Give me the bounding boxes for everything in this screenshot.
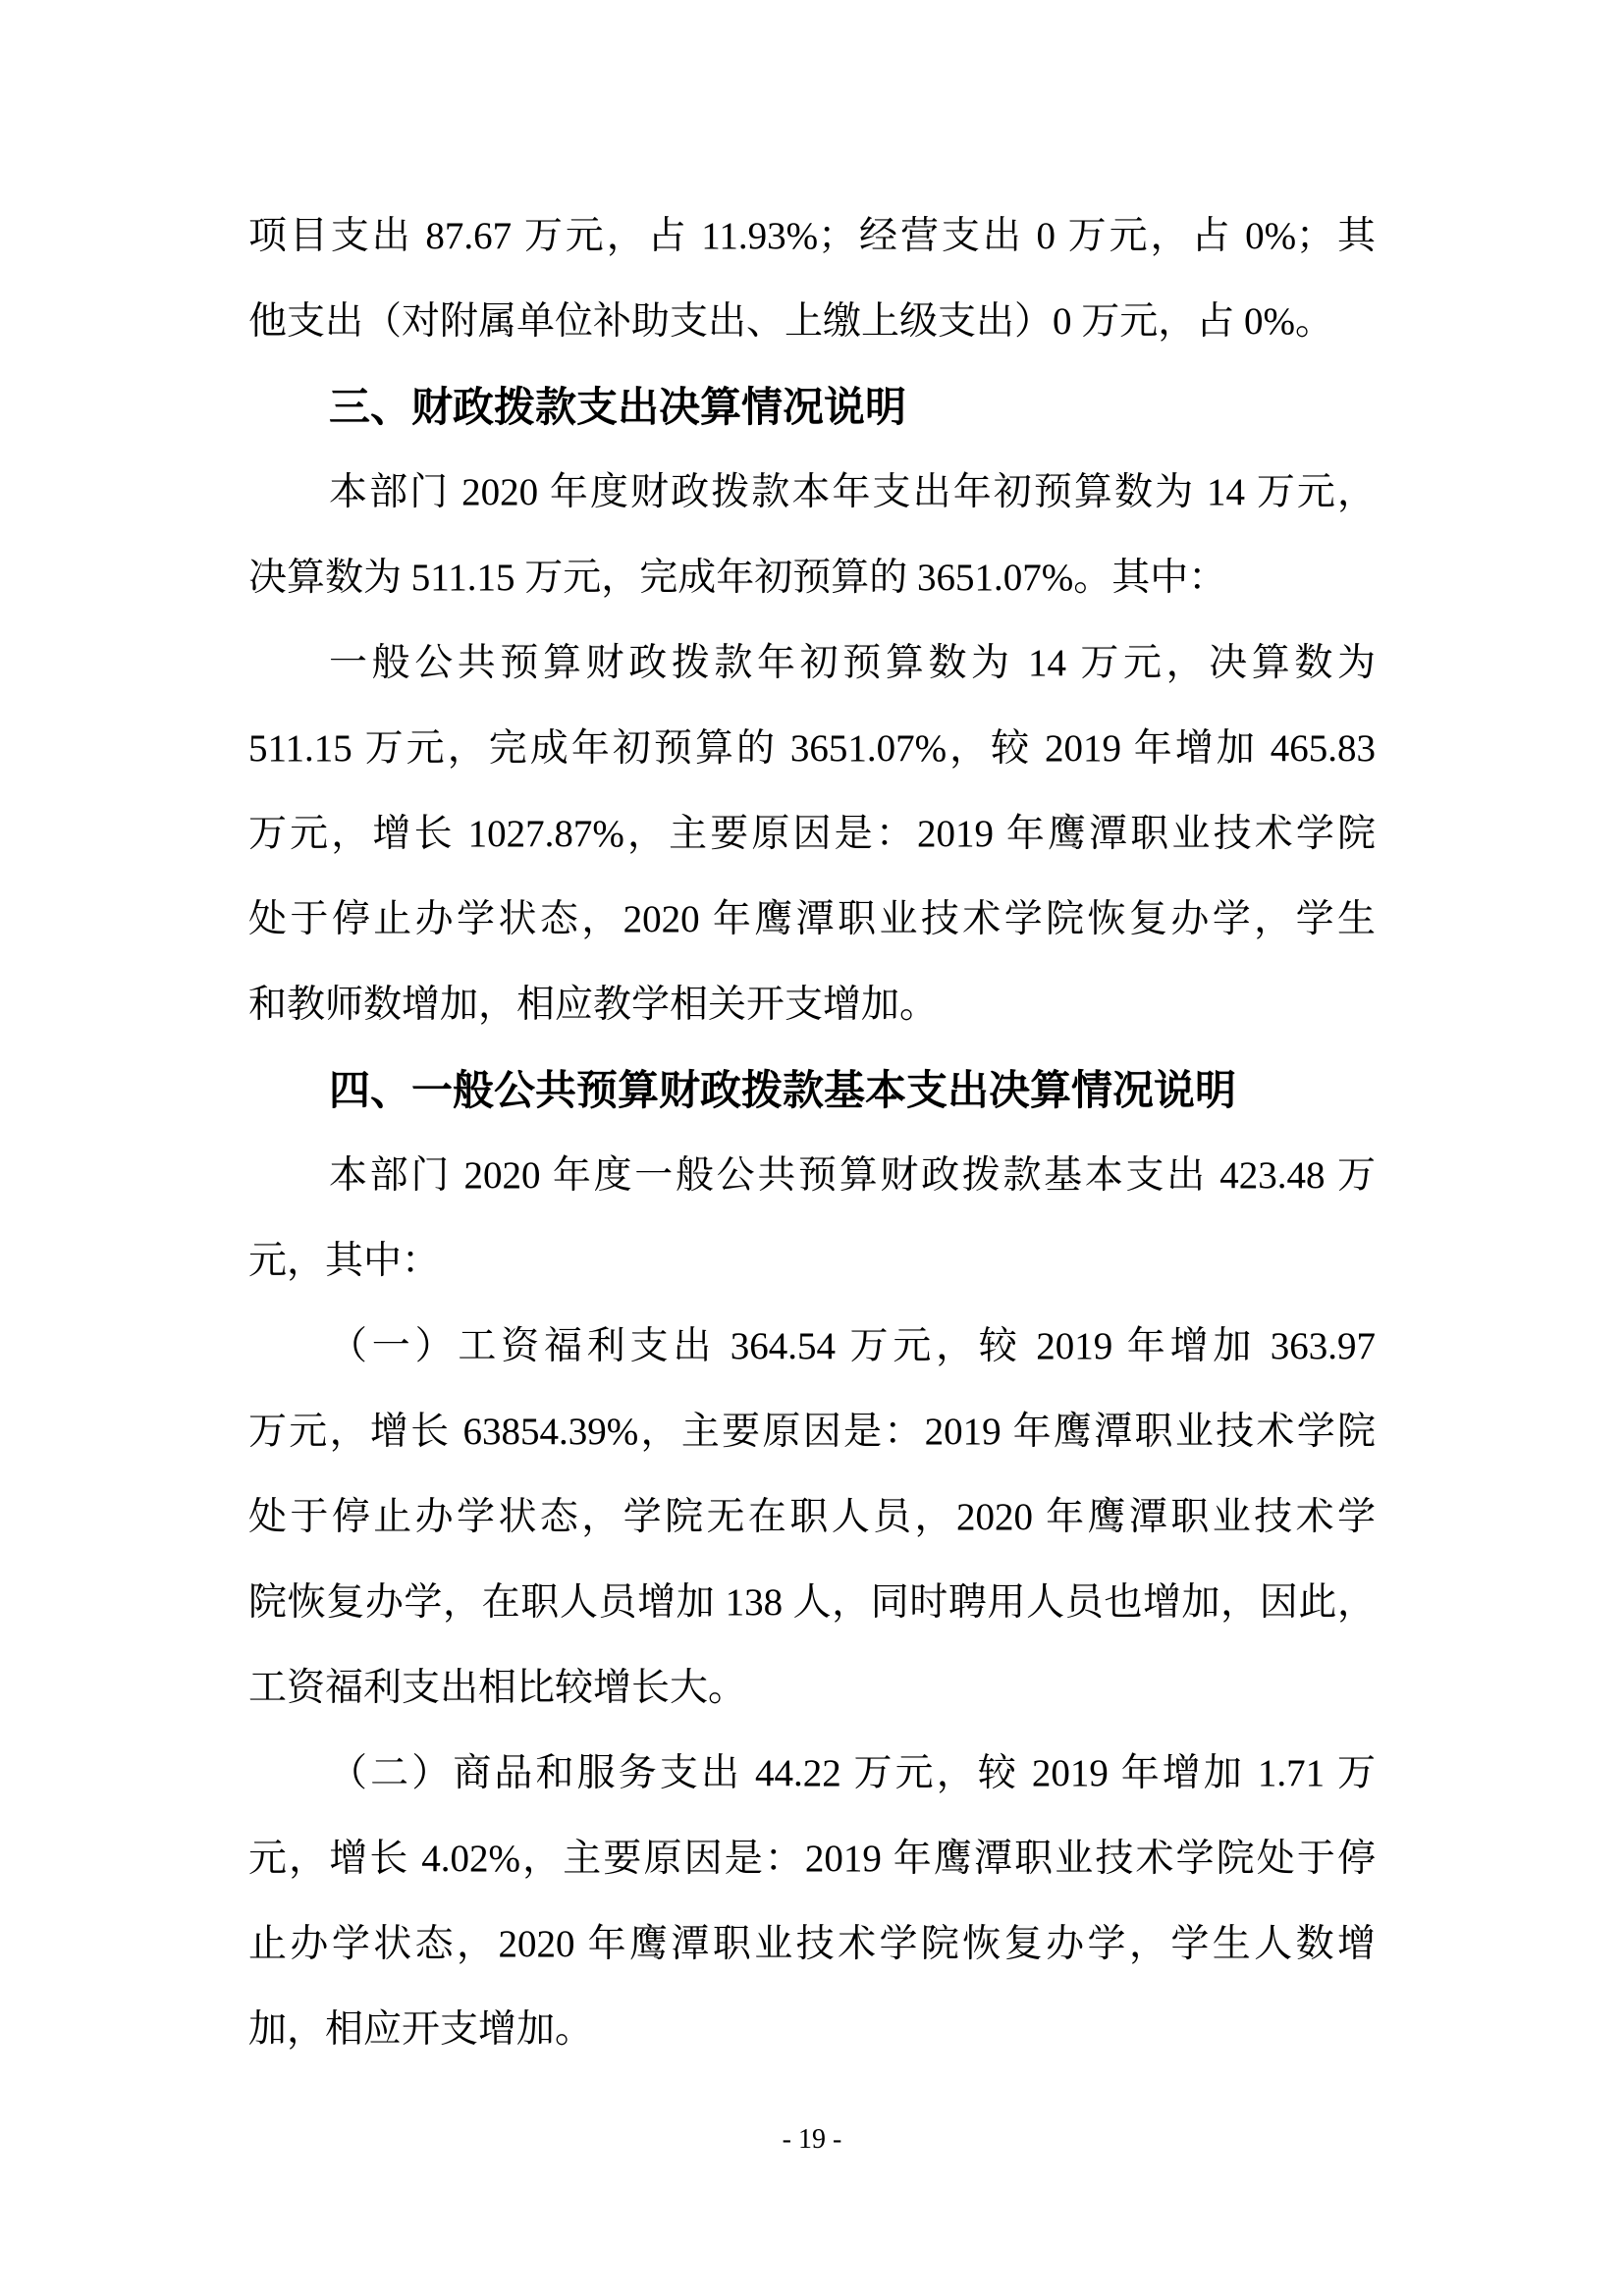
text-line: 万元，增长 63854.39%，主要原因是：2019 年鹰潭职业技术学院 — [248, 1411, 1376, 1453]
text-line: 511.15 万元，完成年初预算的 3651.07%，较 2019 年增加 465.83 — [248, 727, 1376, 770]
text-line: 一般公共预算财政拨款年初预算数为 14 万元，决算数为 — [329, 642, 1376, 684]
page-number: - 19 - — [782, 2124, 842, 2155]
text-line: 本部门 2020 年度财政拨款本年支出年初预算数为 14 万元， — [329, 471, 1376, 513]
text-line: 工资福利支出相比较增长大。 — [248, 1667, 747, 1709]
text-line: 他支出（对附属单位补助支出、上缴上级支出）0 万元，占 0%。 — [248, 300, 1333, 343]
text-line: 院恢复办学，在职人员增加 138 人，同时聘用人员也增加，因此， — [248, 1581, 1376, 1624]
text-line: （一）工资福利支出 364.54 万元，较 2019 年增加 363.97 — [329, 1325, 1376, 1367]
text-line: 止办学状态，2020 年鹰潭职业技术学院恢复办学，学生人数增 — [248, 1923, 1376, 1965]
text-line: 元，增长 4.02%，主要原因是：2019 年鹰潭职业技术学院处于停 — [248, 1838, 1376, 1880]
section-heading: 四、一般公共预算财政拨款基本支出决算情况说明 — [329, 1067, 1237, 1113]
text-line: 加，相应开支增加。 — [248, 2008, 594, 2051]
text-line: 处于停止办学状态，2020 年鹰潭职业技术学院恢复办学，学生 — [248, 898, 1376, 940]
text-line: 和教师数增加，相应教学相关开支增加。 — [248, 984, 939, 1026]
text-line: （二）商品和服务支出 44.22 万元，较 2019 年增加 1.71 万 — [329, 1752, 1376, 1794]
text-line: 元，其中： — [248, 1240, 441, 1282]
section-heading: 三、财政拨款支出决算情况说明 — [329, 384, 907, 430]
text-line: 万元，增长 1027.87%，主要原因是：2019 年鹰潭职业技术学院 — [248, 813, 1376, 855]
text-line: 项目支出 87.67 万元，占 11.93%；经营支出 0 万元，占 0%；其 — [248, 215, 1376, 257]
document-body — [248, 193, 1376, 2072]
text-line: 本部门 2020 年度一般公共预算财政拨款基本支出 423.48 万 — [329, 1154, 1376, 1197]
text-line: 决算数为 511.15 万元，完成年初预算的 3651.07%。其中： — [248, 557, 1227, 599]
text-line: 处于停止办学状态，学院无在职人员，2020 年鹰潭职业技术学 — [248, 1496, 1376, 1538]
